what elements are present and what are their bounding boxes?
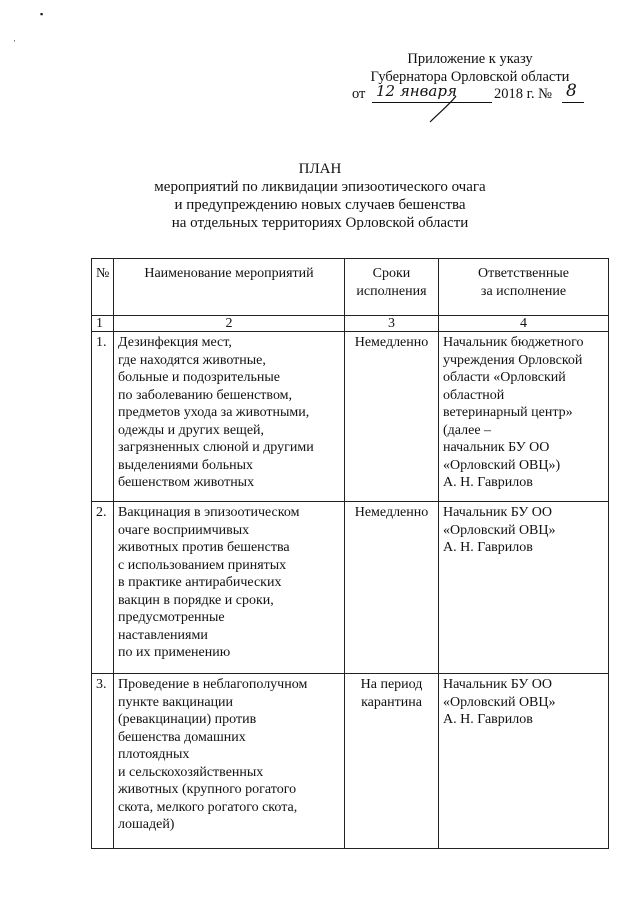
scan-speck: ▪ [40,9,44,19]
column-index-row [92,316,609,332]
scan-speck: · [13,36,16,46]
decree-date-line [340,81,600,108]
header-num: № [92,259,114,316]
row-num: 2. [92,502,114,674]
row-term: Немедленно [345,332,439,502]
row-num: 1. [92,332,114,502]
row-responsible: Начальник БУ ОО «Орловский ОВЦ» А. Н. Гаврилов [439,674,609,849]
appendix-line-2: Губернатора Орловской области [370,69,570,85]
appendix-line-1: Приложение к указу [407,51,533,67]
row-activity: Вакцинация в эпизоотическом очаге восприимчивых животных против бешенства с использованием принятых в практике антирабических вакцин в порядке и сроки, предусмотренные наставлениями по их применению [114,502,345,674]
row-term: Немедленно [345,502,439,674]
appendix-header [340,50,600,86]
table-row [92,674,609,849]
row-num: 3. [92,674,114,849]
title-heading: ПЛАН [298,161,342,177]
index-cell: 4 [439,316,609,332]
handwritten-date: 12 января [376,82,457,100]
document-title [120,160,520,232]
index-cell: 2 [114,316,345,332]
handwritten-number: 8 [566,81,577,101]
title-line-1: мероприятий по ликвидации эпизоотического очага [154,179,486,195]
header-term: Сроки исполнения [345,259,439,316]
row-responsible: Начальник БУ ОО «Орловский ОВЦ» А. Н. Гаврилов [439,502,609,674]
signature-stroke-icon [426,94,466,124]
header-resp: Ответственные за исполнение [439,259,609,316]
row-term: На период карантина [345,674,439,849]
title-line-2: и предупреждению новых случаев бешенства [174,197,466,213]
header-name: Наименование мероприятий [114,259,345,316]
table-row [92,332,609,502]
row-activity: Проведение в неблагополучном пункте вакцинации (ревакцинации) против бешенства домашних плотоядных и сельскохозяйственных животных (крупного рогатого скота, мелкого рогатого скота, лошадей) [114,674,345,849]
table-row [92,502,609,674]
number-underline [562,102,584,103]
index-cell: 1 [92,316,114,332]
plan-table [91,258,609,849]
row-activity: Дезинфекция мест, где находятся животные, больные и подозрительные по заболеванию бешенством, предметов ухода за животными, одежды и других вещей, загрязненных слюной и другими выделениями больных бешенством животных [114,332,345,502]
year-and-number-label: 2018 г. № [494,86,553,102]
table-header-row [92,259,609,316]
row-responsible: Начальник бюджетного учреждения Орловской области «Орловский областной ветеринарный центр» (далее – начальник БУ ОО «Орловский ОВЦ») А. Н. Гаврилов [439,332,609,502]
date-prefix: от [352,86,366,102]
index-cell: 3 [345,316,439,332]
title-line-3: на отдельных территориях Орловской области [171,215,469,231]
